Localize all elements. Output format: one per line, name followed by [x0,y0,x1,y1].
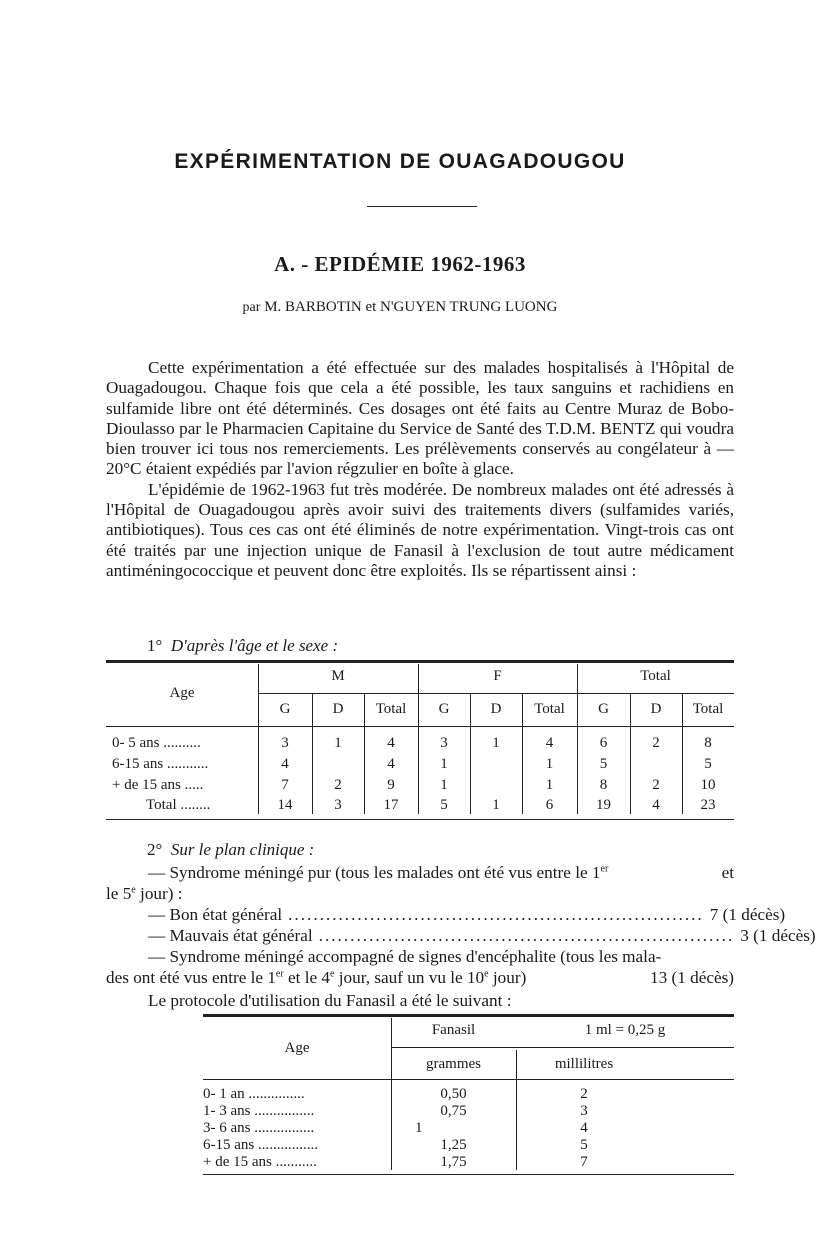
clinical-item-poor [106,925,816,946]
table-cell: 1 [440,756,448,772]
table1-subheader: G [598,701,609,717]
clinical-text [106,862,816,1011]
table-cell: 14 [277,797,293,813]
table-row [203,1120,314,1137]
clinical-line-2 [106,883,734,904]
table-cell: 7 [580,1154,588,1170]
table-row [146,797,210,814]
table2-group-rule [391,1047,734,1048]
table-cell: 2 [652,735,660,751]
intro-paragraph-1: Cette expérimentation a été effectuée sur des malades hospitalisés à l'Hôpital de Ouagadougou. Chaque fois que cela a été possible, les taux sanguins et rachidiens en sulfamide libre ont été déterminés. Ces dosages ont été faits au Centre Muraz de Bobo-Dioulasso par le Pharmacien Capitaine du Service de Santé des T.D.M. BENTZ qui voudra bien trouver ici tous nos remerciements. Les prélèvements conservés au congélateur à —20°C étaient expédiés par l'avion régzulier en boîte à glace. [106,358,734,479]
text-span: jour, sauf un vu le 10 [334,968,485,987]
text-span: et le 4 [283,968,330,987]
table2-drug-header: Fanasil [431,1022,476,1038]
leader-dots: ........... [275,1154,317,1170]
table-cell: 3 [281,735,289,751]
table-cell: 1 [415,1120,423,1136]
table-cell: 2 [580,1086,588,1102]
superscript: e [330,968,335,980]
table-row [203,1086,305,1103]
table-cell: 19 [596,797,611,813]
table-cell: 1 [492,797,500,813]
table2-header-rule [203,1079,734,1080]
text-span: le 5 [106,884,132,903]
leader-dots: .................................................................. [318,926,735,945]
table-cell: 3 [440,735,448,751]
table-cell: 10 [700,777,716,793]
leader-dots: ........... [167,756,209,772]
table2-bottom-rule [203,1174,734,1175]
leader-dots: ................ [254,1120,315,1136]
table-cell: 1 [545,777,554,793]
table-row [112,735,201,752]
row-label: 6-15 ans [112,756,164,772]
table-cell: 4 [580,1120,588,1136]
table-cell: 1,75 [440,1154,467,1170]
table1-subheader: D [490,701,502,717]
row-label: 6-15 ans [203,1137,255,1153]
table1-bottom-rule [106,819,734,820]
table-cell: 2 [334,777,342,793]
section-1-heading [147,636,338,656]
item-value: 3 (1 décès) [740,926,816,945]
text-span: jour) : [135,884,183,903]
table-cell: 6 [599,735,608,751]
table-cell: 1,25 [440,1137,467,1153]
table-cell: 4 [387,735,395,751]
text-span: jour) [488,968,527,987]
table-cell: 4 [387,756,395,772]
table-cell: 8 [704,735,712,751]
table1-subheader: G [279,701,291,717]
table2-top-rule [203,1014,734,1017]
clinical-item-encephalitis-line2 [106,967,734,988]
table-cell: 0,75 [440,1103,467,1119]
table-cell: 23 [700,797,716,813]
table-cell: 1 [545,756,554,772]
table-cell: 9 [387,777,395,793]
table-row [112,777,203,794]
row-label: 0- 1 an [203,1086,245,1102]
leader-dots: ........ [180,797,211,813]
section-2-number: 2° [147,840,163,859]
table1-group-total: Total [640,668,671,684]
table1-top-rule [106,660,734,663]
clinical-line-1 [106,862,734,883]
table-cell: 5 [440,797,448,813]
leader-dots: .......... [163,735,201,751]
table-cell: 6 [545,797,554,813]
clinical-item-encephalitis-line1: — Syndrome méningé accompagné de signes d'encéphalite (tous les mala- [148,947,662,966]
table-cell: 8 [599,777,608,793]
intro-text [106,358,734,581]
table2-ml-header: millilitres [554,1056,614,1072]
table-row [112,756,208,773]
table1-subheader: G [438,701,450,717]
table-cell: 5 [704,756,712,772]
clinical-item-good [106,904,786,925]
section-2-title: Sur le plan clinique : [170,840,315,859]
authors-line [0,299,800,316]
leader-dots: ................ [258,1137,318,1153]
table1-group-rule [258,693,734,694]
row-label: 1- 3 ans [203,1103,251,1119]
table-cell: 4 [545,735,554,751]
table1-header-rule [106,726,734,727]
table-row [203,1154,317,1171]
item-value: 7 (1 décès) [709,905,786,924]
leader-dots: .................................................................. [288,905,704,924]
item-value: 13 (1 décès) [650,968,734,987]
table1-subheader: D [332,701,344,717]
page-title: EXPÉRIMENTATION DE OUAGADOUGOU [174,150,626,173]
authors-prefix: par [242,300,261,315]
table-cell: 5 [580,1137,588,1153]
table-cell: 1 [334,735,342,751]
table-cell: 4 [281,756,289,772]
section-1-number: 1° [147,636,163,655]
table-cell: 3 [580,1103,588,1119]
table1-group-f: F [493,668,502,684]
table-cell: 7 [281,777,289,793]
section-subtitle: A. - EPIDÉMIE 1962-1963 [274,252,526,276]
table1-subheader: Total [692,701,724,717]
table1-subheader: Total [534,701,565,717]
table1-subheader: Total [375,701,407,717]
table-cell: 17 [383,797,399,813]
encephalitis-text [106,967,526,988]
table1-subheader: D [650,701,662,717]
table2-conversion-header: 1 ml = 0,25 g [584,1022,666,1038]
table2-grams-header: grammes [426,1056,481,1072]
table-cell: 5 [599,756,608,772]
leader-dots: ................ [254,1103,315,1119]
table-cell: 1 [492,735,500,751]
text-span: — Syndrome méningé pur (tous les malades ont été vus entre le 1 [148,863,601,882]
row-label: Total [146,797,177,813]
table-cell: 4 [652,797,660,813]
superscript: er [600,863,609,875]
protocol-line: Le protocole d'utilisation du Fanasil a été le suivant : [148,991,512,1010]
table1-age-header: Age [169,685,195,701]
title-divider [367,206,477,207]
table-cell: 3 [334,797,342,813]
section-2-heading [147,840,314,860]
superscript: er [275,968,284,980]
table2-age-header: Age [284,1040,310,1056]
intro-paragraph-2: L'épidémie de 1962-1963 fut très modérée. De nombreux malades ont été adressés à l'Hôpital de Ouagadougou après avoir suivi des traitements divers (sulfamides variés, antibiotiques). Tous ces cas ont été éliminés de notre expérimentation. Vingt-trois cas ont été traités par une injection unique de Fanasil à l'exclusion de tout autre médicament antiméningococcique et peuvent donc être exploités. Ils se répartissent ainsi : [106,479,734,580]
authors-names: M. BARBOTIN et N'GUYEN TRUNG LUONG [264,299,558,315]
row-label: 3- 6 ans [203,1120,251,1136]
row-label: 0- 5 ans [112,735,160,751]
table-cell: 2 [652,777,660,793]
item-label: — Bon état général [148,905,283,924]
row-label: + de 15 ans [203,1154,272,1170]
table-row [203,1137,318,1154]
table-cell: 0,50 [440,1086,467,1102]
text-span: des ont été vus entre le 1 [106,968,276,987]
table-cell: 1 [440,777,448,793]
superscript: e [131,884,136,896]
item-label: — Mauvais état général [148,926,313,945]
text-span: et [721,863,734,882]
row-label: + de 15 ans [112,777,181,793]
leader-dots: ..... [184,777,204,793]
section-1-title: D'après l'âge et le sexe : [170,636,339,655]
clinical-line-1-text [106,862,608,883]
leader-dots: ............... [248,1086,305,1102]
table-row [203,1103,314,1120]
superscript: e [484,968,489,980]
table1-group-m: M [331,668,345,684]
